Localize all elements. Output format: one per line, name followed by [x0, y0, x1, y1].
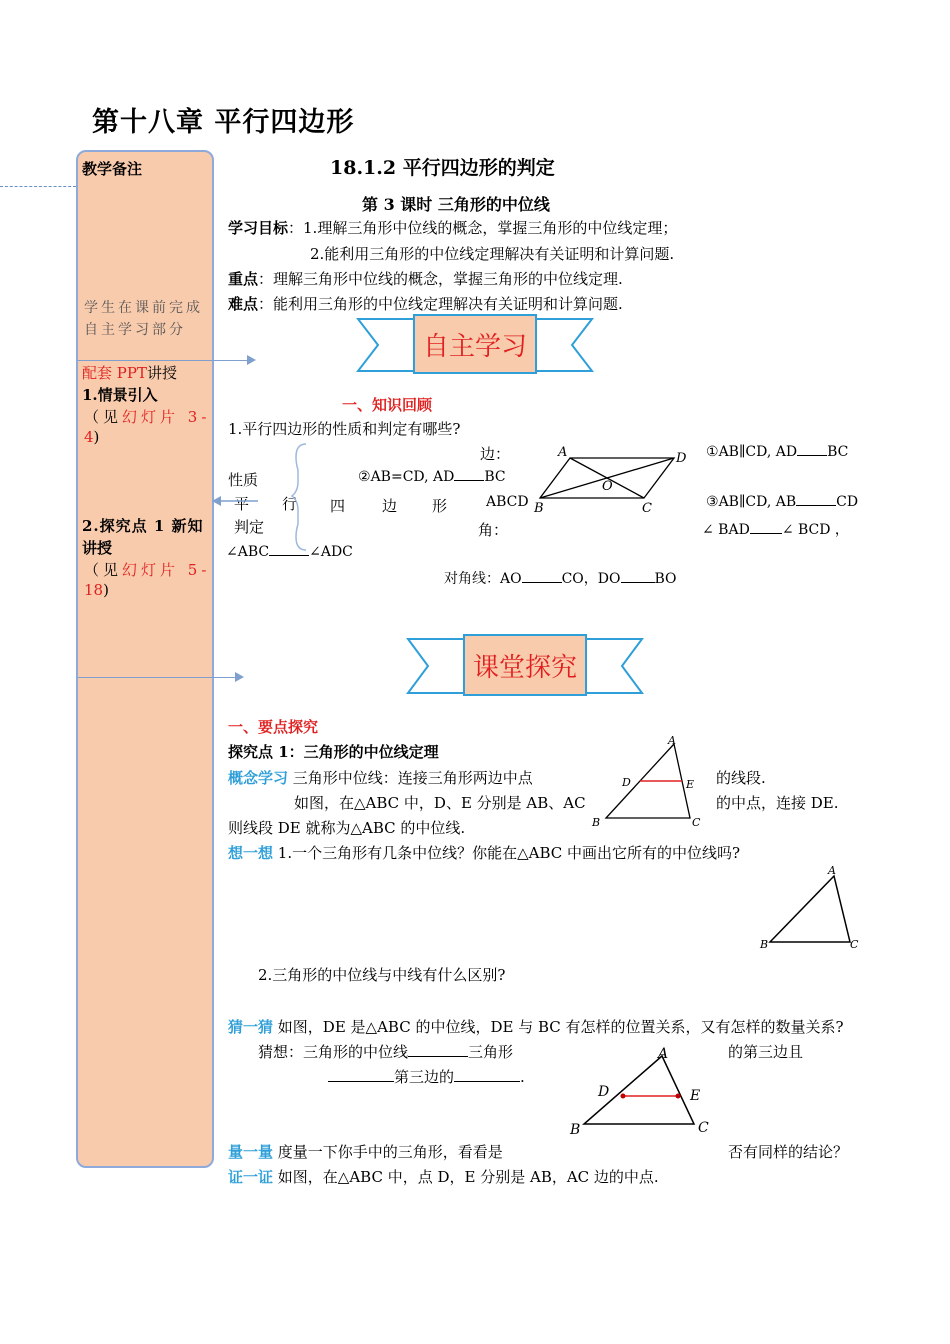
concept-line-2b: 的中点，连接 DE. — [716, 794, 839, 812]
measure-line-b: 否有同样的结论？ — [728, 1143, 849, 1161]
class-explore-banner — [406, 633, 644, 699]
criterion-3 — [706, 494, 858, 510]
angle-abc: ∠ABC — [226, 544, 270, 560]
label-e: E — [690, 1088, 701, 1104]
blank — [408, 1056, 468, 1057]
label-b: B — [534, 501, 544, 516]
measure-label: 量一量 — [228, 1143, 274, 1161]
key-label: 重点 — [228, 270, 259, 288]
parallelogram-figure — [532, 444, 692, 516]
guess-line-1 — [228, 1016, 844, 1037]
guess-text-3a: 第三边的 — [394, 1068, 455, 1086]
angle-label: 角： — [478, 521, 509, 539]
diag-label: 对角线： — [444, 571, 500, 587]
diff-label: 难点 — [228, 295, 259, 313]
banner-ribbon-right — [536, 319, 592, 371]
label-c: C — [850, 938, 859, 951]
sidebar-title: 教学备注 — [82, 160, 143, 178]
concept-line-3: 则线段 DE 就称为△ABC 的中位线. — [228, 819, 466, 837]
blank — [621, 582, 655, 583]
sidebar-item-1: 1.情景引入 — [82, 386, 158, 404]
label-a: A — [558, 445, 568, 460]
ref2-open: （见 — [84, 561, 123, 579]
lesson-title: 第 3 课时 三角形的中位线 — [362, 195, 550, 214]
dotted-divider — [0, 186, 76, 187]
arrow-pointer-1 — [78, 360, 254, 361]
blank — [796, 505, 836, 506]
char-bian: 边 — [382, 497, 398, 515]
diag-bo: BO — [654, 571, 677, 587]
ref2-slides-end: 18 — [84, 581, 104, 599]
difficulty — [228, 293, 623, 314]
ref-open: （见 — [84, 408, 123, 426]
label-b: B — [592, 816, 601, 829]
triangle-midline-figure-2 — [566, 1044, 716, 1136]
ppt-label: 配套 PPT — [82, 364, 147, 382]
criterion-1-end: BC — [827, 444, 849, 460]
circle-1: ① — [706, 444, 719, 460]
ppt-suffix: 讲授 — [146, 364, 177, 382]
label-d: D — [598, 1084, 610, 1100]
key-text: ：理解三角形中位线的概念，掌握三角形的中位线定理. — [258, 270, 623, 288]
sidebar-item-1-ref — [84, 406, 210, 427]
arrow-pointer-2 — [78, 677, 242, 678]
guess-line-2c: 的第三边且 — [728, 1043, 804, 1061]
label-b: B — [760, 938, 769, 951]
label-b: B — [570, 1122, 581, 1136]
label-c: C — [642, 501, 652, 516]
review-title: 一、知识回顾 — [342, 396, 433, 414]
ref2-close: ) — [103, 581, 109, 599]
banner-label: 课堂探究 — [472, 653, 578, 683]
sidebar-item-2b: 讲授 — [82, 539, 113, 557]
label-e: E — [686, 778, 695, 791]
label-c: C — [698, 1120, 709, 1136]
blank — [797, 455, 827, 456]
concept-line-1 — [228, 767, 533, 788]
circle-2: ② — [358, 469, 371, 485]
think-line-2: 2.三角形的中位线与中线有什么区别? — [258, 966, 506, 984]
sidebar-ppt — [82, 362, 177, 383]
concept-line-1b: 的线段. — [716, 769, 766, 787]
concept-line-2: 如图，在△ABC 中，D、E 分别是 AB、AC — [294, 794, 586, 812]
angle-bad: ∠ BAD — [702, 522, 750, 538]
left-arrow-icon — [210, 494, 260, 508]
char-xing2: 形 — [432, 497, 448, 515]
blank — [328, 1081, 394, 1082]
property-label: 性质 — [228, 471, 259, 489]
chapter-title: 第十八章 平行四边形 — [92, 107, 355, 138]
diagonal-row — [444, 568, 677, 588]
guess-label: 猜一猜 — [228, 1018, 274, 1036]
criterion-1-text: AB∥CD, AD — [718, 444, 798, 460]
judgement-label: 判定 — [234, 518, 265, 536]
diff-text: ：能利用三角形的中位线定理解决有关证明和计算问题. — [258, 295, 623, 313]
sidebar-item-2-ref-2 — [84, 581, 109, 599]
label-o: O — [602, 479, 613, 494]
sidebar-note-2: 自主学习部分 — [84, 322, 186, 338]
label-a: A — [668, 734, 676, 747]
triangle-figure — [756, 862, 862, 952]
concept-label: 概念学习 — [228, 769, 289, 787]
think-text-1: 1.一个三角形有几条中位线？你能在△ABC 中画出它所有的中位线吗? — [277, 844, 741, 862]
blank — [454, 1081, 520, 1082]
prove-label: 证一证 — [228, 1168, 274, 1186]
section-title: 18.1.2 平行四边形的判定 — [330, 157, 555, 179]
key-point — [228, 268, 623, 289]
label-d: D — [676, 451, 687, 466]
ref-slides: 幻灯片 3- — [122, 408, 211, 426]
ref2-slides: 幻灯片 5- — [122, 561, 211, 579]
prove-line — [228, 1166, 659, 1187]
diag-ao: AO — [500, 571, 522, 587]
criterion-angle — [702, 519, 849, 539]
guess-text-2a: 猜想：三角形的中位线 — [258, 1043, 409, 1061]
self-study-banner — [356, 313, 594, 377]
measure-line — [228, 1141, 503, 1162]
triangle-midline-figure — [588, 734, 708, 830]
triangle-shape — [770, 876, 850, 942]
label-a: A — [658, 1046, 669, 1062]
criterion-2 — [358, 469, 506, 485]
guess-text-2b: 三角形 — [468, 1043, 514, 1061]
edge-label: 边： — [480, 445, 511, 463]
blank — [522, 582, 562, 583]
label-c: C — [692, 816, 701, 829]
sidebar-note-1: 学生在课前完成 — [84, 300, 203, 316]
concept-text-1: 三角形中位线：连接三角形两边中点 — [292, 769, 533, 787]
criterion-3-text: AB∥CD, AB — [718, 494, 797, 510]
teaching-notes-sidebar — [76, 150, 214, 1168]
guess-text-1: 如图，DE 是△ABC 的中位线，DE 与 BC 有怎样的位置关系，又有怎样的数量关系? — [277, 1018, 844, 1036]
guess-line-2 — [258, 1041, 513, 1062]
point-e — [676, 1094, 681, 1099]
char-ping: 平 — [234, 495, 250, 513]
banner-label: 自主学习 — [422, 332, 528, 362]
ref-close: ) — [93, 428, 100, 446]
brace-icon — [262, 440, 310, 554]
sidebar-item-2-ref — [84, 559, 210, 580]
sidebar-item-2: 2.探究点 1 新知 — [82, 517, 204, 535]
circle-3: ③ — [706, 494, 719, 510]
goal-line-2: 2.能利用三角形的中位线定理解决有关证明和计算问题. — [310, 245, 675, 263]
explore-title: 一、要点探究 — [228, 718, 319, 736]
diag-co: CO，DO — [561, 571, 621, 587]
criterion-3-end: CD — [836, 494, 859, 510]
blank — [454, 480, 484, 481]
angle-criterion: ∠ABC ∠ADC — [226, 544, 353, 560]
label-d: D — [622, 776, 631, 789]
think-label: 想一想 — [228, 844, 274, 862]
criterion-2-text: AB=CD, AD — [370, 469, 455, 485]
guess-line-3 — [328, 1066, 525, 1087]
blank — [269, 555, 309, 556]
goal-label: 学习目标 — [228, 219, 289, 237]
explore-point-1: 探究点 1：三角形的中位线定理 — [228, 743, 439, 761]
sidebar-item-1-ref-2 — [84, 428, 99, 446]
measure-text: 度量一下你手中的三角形，看看是 — [277, 1143, 503, 1161]
blank — [750, 533, 782, 534]
review-question: 1.平行四边形的性质和判定有哪些? — [228, 420, 461, 438]
prove-text: 如图，在△ABC 中，点 D，E 分别是 AB，AC 边的中点. — [277, 1168, 659, 1186]
point-d — [621, 1094, 626, 1099]
banner-ribbon-left — [408, 639, 464, 693]
goal-1: ：1.理解三角形中位线的概念，掌握三角形的中位线定理； — [288, 219, 678, 237]
label-a: A — [828, 864, 836, 877]
abcd-label: ABCD — [486, 494, 529, 510]
char-si: 四 — [330, 497, 346, 515]
angle-adc: ADC — [320, 544, 353, 560]
ref-slides-end: 4 — [84, 428, 94, 446]
angle-bcd: ∠ BCD ， — [781, 522, 849, 538]
goal-line-1 — [228, 217, 677, 238]
criterion-1 — [706, 444, 848, 460]
guess-text-3b: . — [520, 1068, 525, 1086]
think-line-1 — [228, 842, 740, 863]
banner-ribbon-right — [586, 639, 642, 693]
char-xing: 行 — [282, 495, 298, 513]
banner-ribbon-left — [358, 319, 414, 371]
criterion-2-end: BC — [484, 469, 506, 485]
